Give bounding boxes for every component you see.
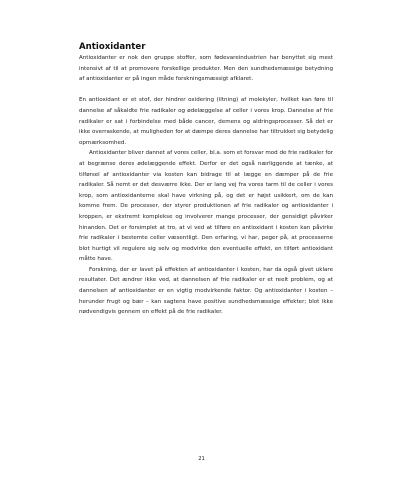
section-heading: Antioxidanter [79, 42, 146, 52]
paragraph-mechanism: Antioxidanter bliver dannet af vores celler, bl.a. som et forsvar mod de frie radikaler for at begrænse deres ødelæggende effekt. Derfor er det også nærliggende at tænke, at tilførsel af antioxidanter via kosten kan bidrage til at lægge en dæmper på de frie radikaler. Så nemt er det desværre ikke. Der er lang vej fra vores tarm til de celler i vores krop, som antioxidanterne skal have virkning på, og det er højst usikkert, om de kan komme frem. De processer, der styrer produktionen af frie radikaler og antioxidanter i kroppen, er ekstremt komplekse og involverer mange processer, der gensidigt påvirker hinanden. Det er forsimplet at tro, at vi ved at tilføre en antioxidant i kosten kan påvirke frie radikaler i bestemte celler væsentligt. Den erfaring, vi har, peger på, at processerne blot hurtigt vil regulere sig selv og modvirke den eventuelle effekt, en tilført antioxidant måtte have. [79, 150, 333, 263]
page-number: 21 [198, 456, 205, 462]
paragraph-intro: Antioxidanter er nok den gruppe stoffer, som fødevareindustrien har benyttet sig mest intensivt af til at promovere forskellige produkter. Men den sundhedsmæssige betydning af antioxidanter er på ingen måde forskningsmæssigt afklaret. [79, 55, 333, 83]
paragraph-definition: En antioxidant er et stof, der hindrer oxidering (iltning) af molekyler, hvilket kan føre til dannelse af såkaldte frie radikaler og ødelæggelse af celler i vores krop. Dannelse af frie radikaler er sat i forbindelse med både cancer, demens og aldringsprocesser. Så det er ikke overraskende, at muligheden for at dæmpe deres dannelse har tiltrukket sig betydelig opmærksomhed. [79, 97, 333, 146]
page-content [79, 41, 333, 318]
paragraph-research: Forskning, der er lavet på effekten af antioxidanter i kosten, har da også givet uklare resultater. Det ændrer ikke ved, at dannelsen af frie radikaler er et reelt problem, og at dannelsen af antioxidanter er en vigtig modvirkende faktor. Og antioxidanter i kosten – herunder frugt og bær – kan sagtens have positive sundhedsmæssige effekter; blot ikke nødvendigvis gennem en effekt på de frie radikaler. [79, 266, 333, 316]
